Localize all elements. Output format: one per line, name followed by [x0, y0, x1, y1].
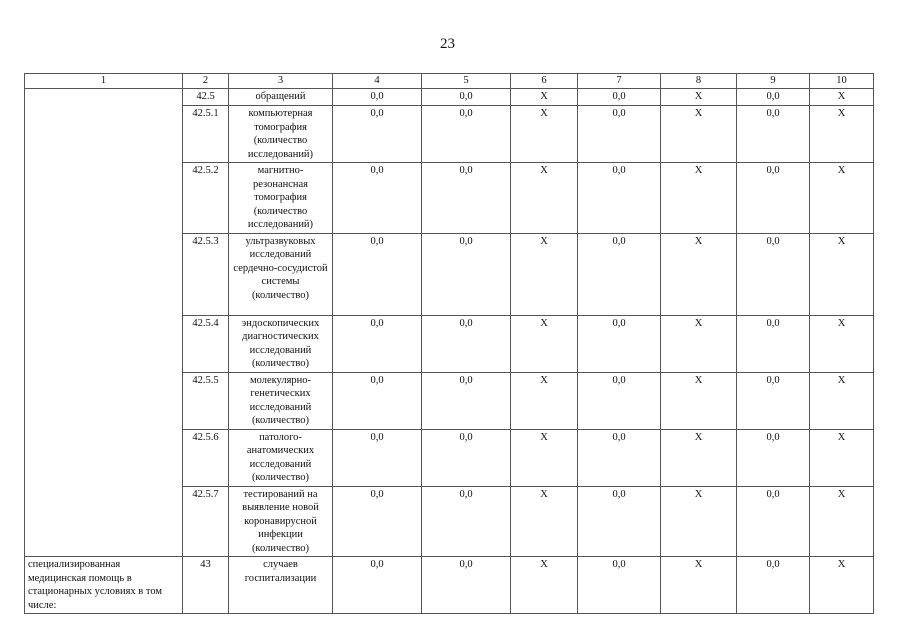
row-code: 42.5.4	[183, 315, 229, 372]
cell-col10: X	[810, 372, 874, 429]
cell-col4: 0,0	[333, 89, 422, 106]
column-header: 8	[661, 74, 737, 89]
cell-col5: 0,0	[422, 486, 511, 557]
row-name: магнитно-резонансная томография (количество исследований)	[229, 163, 333, 234]
cell-col7: 0,0	[578, 372, 661, 429]
row-name: случаев госпитализации	[229, 557, 333, 614]
cell-col7: 0,0	[578, 106, 661, 163]
cell-col6: X	[511, 372, 578, 429]
cell-col6: X	[511, 163, 578, 234]
row-group-label: специализированная медицинская помощь в стационарных условиях в том числе:	[25, 557, 183, 614]
cell-col5: 0,0	[422, 89, 511, 106]
cell-col8: X	[661, 429, 737, 486]
row-name: патолого-анатомических исследований (количество)	[229, 429, 333, 486]
cell-col10: X	[810, 315, 874, 372]
cell-col10: X	[810, 89, 874, 106]
header-row	[25, 74, 874, 89]
column-header: 3	[229, 74, 333, 89]
column-header: 1	[25, 74, 183, 89]
row-code: 42.5.2	[183, 163, 229, 234]
cell-col5: 0,0	[422, 106, 511, 163]
column-header: 2	[183, 74, 229, 89]
cell-col7: 0,0	[578, 163, 661, 234]
table-row	[25, 89, 874, 106]
cell-col6: X	[511, 106, 578, 163]
column-header: 6	[511, 74, 578, 89]
row-name: обращений	[229, 89, 333, 106]
column-header: 5	[422, 74, 511, 89]
cell-col5: 0,0	[422, 429, 511, 486]
row-code: 42.5.5	[183, 372, 229, 429]
cell-col4: 0,0	[333, 315, 422, 372]
cell-col10: X	[810, 233, 874, 315]
column-header: 10	[810, 74, 874, 89]
cell-col5: 0,0	[422, 233, 511, 315]
column-header: 7	[578, 74, 661, 89]
row-code: 42.5.7	[183, 486, 229, 557]
cell-col6: X	[511, 89, 578, 106]
cell-col5: 0,0	[422, 163, 511, 234]
page-number: 23	[440, 36, 455, 52]
cell-col6: X	[511, 486, 578, 557]
cell-col5: 0,0	[422, 372, 511, 429]
cell-col8: X	[661, 486, 737, 557]
cell-col10: X	[810, 557, 874, 614]
cell-col8: X	[661, 233, 737, 315]
cell-col7: 0,0	[578, 429, 661, 486]
cell-col9: 0,0	[737, 163, 810, 234]
cell-col5: 0,0	[422, 315, 511, 372]
cell-col8: X	[661, 89, 737, 106]
row-code: 43	[183, 557, 229, 614]
cell-col7: 0,0	[578, 89, 661, 106]
cell-col9: 0,0	[737, 89, 810, 106]
cell-col4: 0,0	[333, 163, 422, 234]
cell-col7: 0,0	[578, 486, 661, 557]
cell-col10: X	[810, 429, 874, 486]
cell-col4: 0,0	[333, 106, 422, 163]
cell-col9: 0,0	[737, 429, 810, 486]
cell-col7: 0,0	[578, 557, 661, 614]
cell-col7: 0,0	[578, 315, 661, 372]
row-code: 42.5	[183, 89, 229, 106]
column-header: 9	[737, 74, 810, 89]
cell-col6: X	[511, 429, 578, 486]
cell-col9: 0,0	[737, 315, 810, 372]
cell-col6: X	[511, 233, 578, 315]
cell-col6: X	[511, 315, 578, 372]
cell-col9: 0,0	[737, 372, 810, 429]
cell-col7: 0,0	[578, 233, 661, 315]
cell-col8: X	[661, 163, 737, 234]
cell-col9: 0,0	[737, 233, 810, 315]
row-name: тестирований на выявление новой коронавирусной инфекции (количество)	[229, 486, 333, 557]
row-name: компьютерная томография (количество исследований)	[229, 106, 333, 163]
cell-col9: 0,0	[737, 486, 810, 557]
cell-col4: 0,0	[333, 233, 422, 315]
cell-col9: 0,0	[737, 106, 810, 163]
table-row	[25, 557, 874, 614]
cell-col4: 0,0	[333, 557, 422, 614]
data-table	[24, 73, 874, 614]
column-header: 4	[333, 74, 422, 89]
row-code: 42.5.6	[183, 429, 229, 486]
row-group-label	[25, 89, 183, 557]
row-code: 42.5.3	[183, 233, 229, 315]
cell-col10: X	[810, 163, 874, 234]
cell-col8: X	[661, 372, 737, 429]
cell-col5: 0,0	[422, 557, 511, 614]
cell-col4: 0,0	[333, 429, 422, 486]
cell-col10: X	[810, 486, 874, 557]
cell-col9: 0,0	[737, 557, 810, 614]
cell-col10: X	[810, 106, 874, 163]
cell-col4: 0,0	[333, 486, 422, 557]
cell-col4: 0,0	[333, 372, 422, 429]
cell-col6: X	[511, 557, 578, 614]
cell-col8: X	[661, 557, 737, 614]
row-name: эндоскопических диагностических исследований (количество)	[229, 315, 333, 372]
cell-col8: X	[661, 315, 737, 372]
row-code: 42.5.1	[183, 106, 229, 163]
row-name: молекулярно-генетических исследований (количество)	[229, 372, 333, 429]
row-name: ультразвуковых исследований сердечно-сосудистой системы (количество)	[229, 233, 333, 315]
cell-col8: X	[661, 106, 737, 163]
